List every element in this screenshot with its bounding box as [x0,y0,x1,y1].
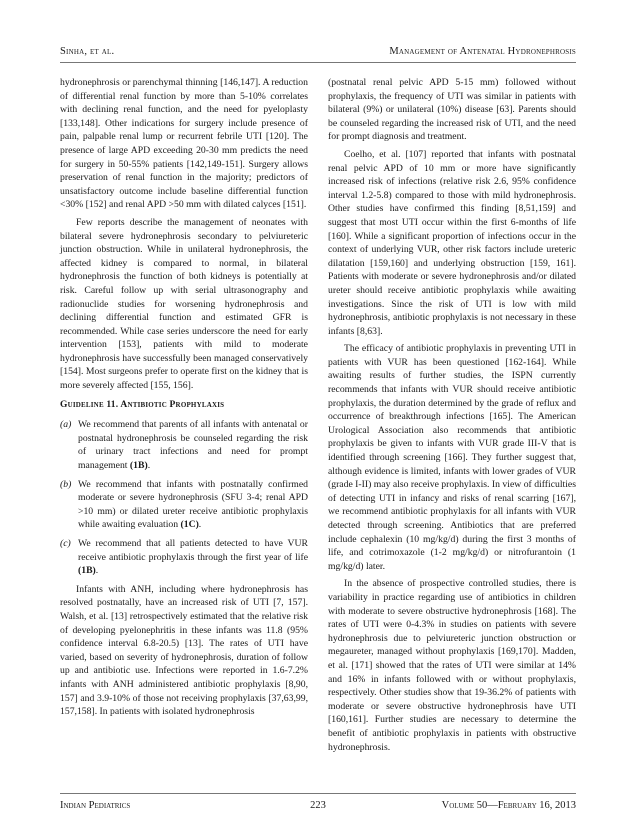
recommendation-label: (b) [60,478,72,490]
evidence-grade: (1C) [180,519,199,531]
footer-rule [60,793,576,794]
page-number: 223 [310,800,326,811]
recommendation-label: (c) [60,538,71,549]
recommendation-c [60,537,308,578]
paragraph: In the absence of prospective controlled studies, there is variability in practice regarding use of antibiotics in children with moderate to severe obstructive hydronephrosis [168]. The rates of UTI were 0-4.3% in studies on patients with severe hydronephrosis due to pelviureteric junction obstruction or megaureter, managed without prophylaxis [169,170]. Madden, et al. [171] showed that the rates of UTI were similar at 14% and 16% in infants followed with or without prophylaxis, respectively. Other studies show that 19-36.2% of patients with moderate or severe obstructive hydronephrosis have UTI [160,161]. Further studies are necessary to determine the benefit of antibiotic prophylaxis in patients with obstructive hydronephrosis. [328,578,576,753]
paragraph: hydronephrosis or parenchymal thinning [146,147]. A reduction of differential renal function by more than 5-10% correlates with declining renal function, and the need for pyeloplasty [133,148]. Other indications for surgery include presence of pain, palpable renal lump or recurrent febrile UTI [120]. The presence of large APD exceeding 20-30 mm predicts the need for surgery in 50-55% patients [142,149-151]. Surgery allows preservation of renal function in the majority; predictors of unsatisfactory outcome include baseline differential function <30% [152] and renal APD >50 mm with dilated calyces [151]. [60,77,308,211]
paragraph: Few reports describe the management of neonates with bilateral severe hydronephrosis secondary to pelviureteric junction obstruction. While in unilateral hydronephrosis, the affected kidney is compared to normal, in bilateral hydronephrosis the function of both kidneys is potentially at risk. Careful follow up with serial ultrasonography and radionuclide studies for worsening hydronephrosis and declining differential function and estimated GFR is recommended. While case series underscore the need for early intervention [153], patients with mild to moderate hydronephrosis have successfully been managed conservatively [154]. Most surgeons prefer to operate first on the kidney that is more severely affected [155, 156]. [60,216,308,392]
journal-name: Indian Pediatrics [60,800,131,811]
recommendation-b [60,478,308,532]
header-authors: Sinha, et al. [60,46,115,57]
paragraph: Infants with ANH, including where hydronephrosis has resolved postnatally, have an increased risk of UTI [7, 157]. Walsh, et al. [13] retrospectively estimated that the relative risk of developing pyelonephritis in these infants was 11.8 (95% confidence interval 6.8-20.5) [13]. The rates of UTI have varied, based on severity of hydronephrosis, duration of follow up and antibiotic use. Infections were reported in 1.6-7.2% infants with ANH administered antibiotic prophylaxis [8,90, 157] and 3.9-10% of those not receiving prophylaxis [37,63,99, 157,158]. In patients with isolated hydronephrosis [60,583,308,718]
paragraph: (postnatal renal pelvic APD 5-15 mm) followed without prophylaxis, the frequency of UTI was similar in patients with bilateral (9%) or unilateral (10%) disease [63]. Parents should be counseled regarding the increased risk of UTI, and the need for prompt diagnosis and treatment. [328,77,576,143]
left-column [60,76,308,723]
paragraph: Coelho, et al. [107] reported that infants with postnatal renal pelvic APD of 10 mm or more have significantly increased risk of infections (relative risk 2.6, 95% confidence interval 1.2-5.8) compared to those with mild hydronephrosis. Other studies have confirmed this finding [8,51,159] and suggest that most UTI occur within the first 6-months of life [160]. While a significant proportion of infections occur in the context of underlying VUR, other risk factors include ureteric dilatation [159,160] and underlying obstruction [159, 161]. Patients with moderate or severe hydronephrosis and/or dilated ureter should receive antibiotic prophylaxis while awaiting investigations. Since the risk of UTI is low with mild hydronephrosis, antibiotic prophylaxis is not necessary in these infants [8,63]. [328,148,576,337]
evidence-grade: (1B) [129,460,148,472]
recommendation-body: We recommend that all patients detected to have VUR receive antibiotic prophylaxis through the first year of life [78,538,308,563]
evidence-grade: (1B) [78,565,96,577]
recommendation-body: We recommend that parents of all infants with antenatal or postnatal hydronephrosis be counseled regarding the risk of urinary tract infections and need for prompt management [78,419,308,472]
volume-date: Volume 50—February 16, 2013 [441,800,576,811]
recommendation-a [60,418,308,472]
guideline-heading: Guideline 11. Antibiotic Prophylaxis [60,399,225,410]
header-rule [60,62,576,63]
recommendation-text: We recommend that infants with postnatally confirmed moderate or severe hydronephrosis (SFU 3-4; renal APD >10 mm) or dilated ureter receive antibiotic prophylaxis while awaiting evaluation (1C). [78,478,308,531]
recommendation-body: We recommend that infants with postnatally confirmed moderate or severe hydronephrosis (SFU 3-4; renal APD >10 mm) or dilated ureter receive antibiotic prophylaxis while awaiting evaluation [78,478,308,531]
header-title: Management of Antenatal Hydronephrosis [389,46,576,57]
paragraph: The efficacy of antibiotic prophylaxis in preventing UTI in patients with VUR has been questioned [162-164]. While awaiting results of further studies, the ISPN currently recommends that infants with VUR should receive antibiotic prophylaxis, the duration determined by the grade of reflux and occurrence of breakthrough infections [165]. The American Urological Association also recommends that antibiotic prophylaxis be given to infants with VUR grade III-V that is identified through screening [166]. They further suggest that, although evidence is limited, infants with lower grades of VUR (grade I-II) may also receive prophylaxis. In view of difficulties of detecting UTI in infancy and risks of renal scarring [167], we recommend antibiotic prophylaxis for all infants with VUR detected through screening. Antibiotics that are preferred include cephalexin (10 mg/kg/d) during the first 3 months of life, and cotrimoxazole (1-2 mg/kg/d) or nitrofurantoin (1 mg/kg/d) later. [328,343,576,572]
recommendation-text: We recommend that parents of all infants with antenatal or postnatal hydronephrosis be counseled regarding the risk of urinary tract infections and need for prompt management (1B). [78,419,308,472]
recommendation-text: We recommend that all patients detected to have VUR receive antibiotic prophylaxis through the first year of life (1B). [78,538,308,577]
recommendation-label: (a) [60,419,72,431]
right-column [328,76,576,758]
